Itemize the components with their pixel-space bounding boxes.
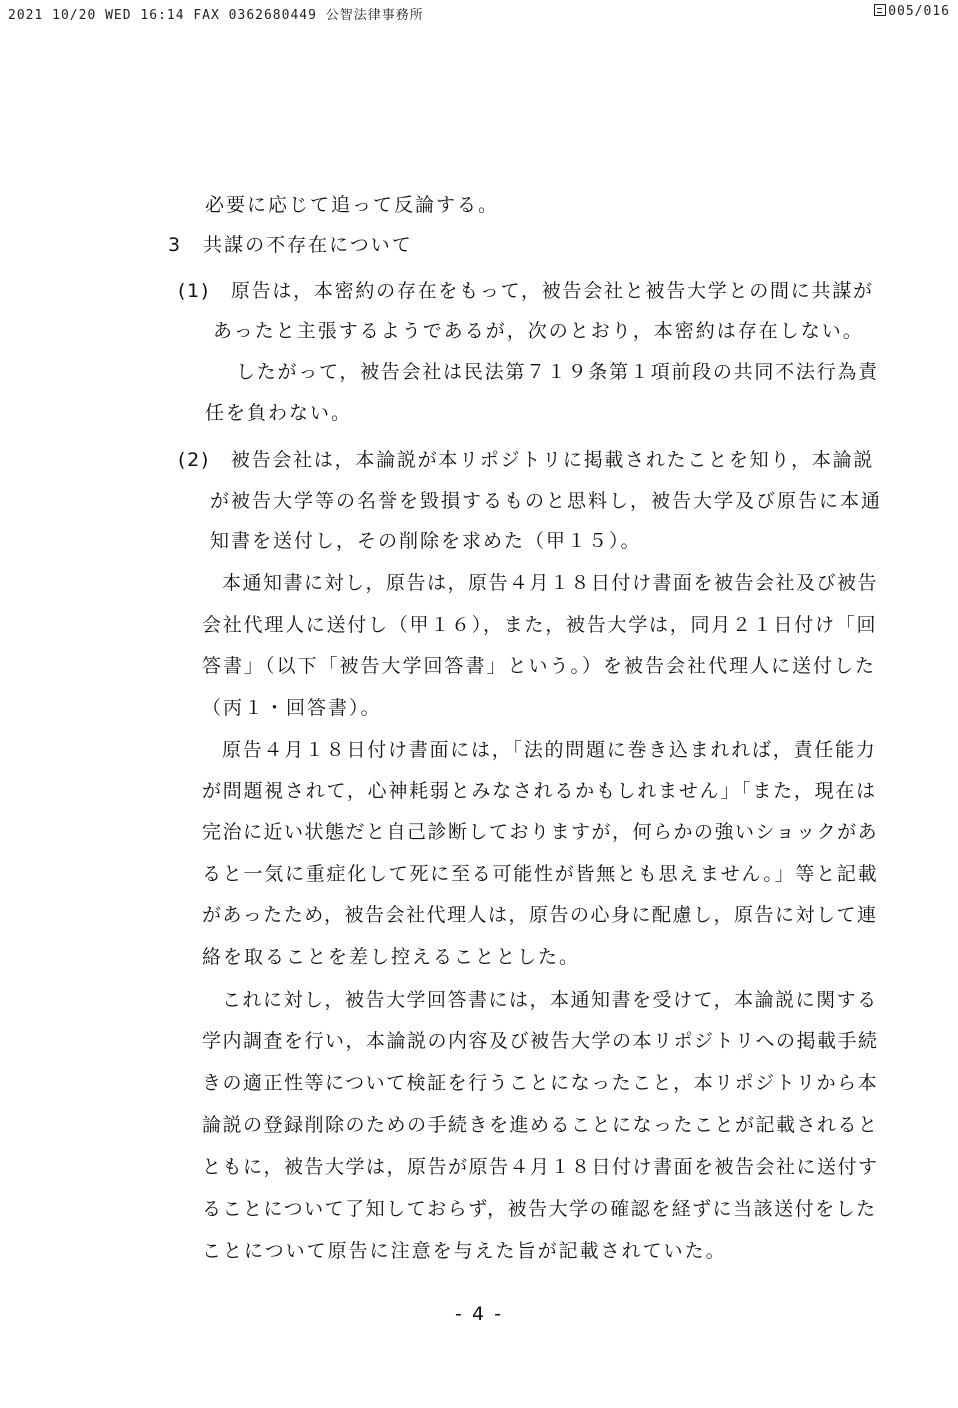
body-line: が被告大学等の名誉を毀損するものと思料し，被告大学及び原告に本通: [210, 490, 883, 512]
body-line: これに対し，被告大学回答書には，本通知書を受けて，本論説に関する: [222, 989, 878, 1011]
body-line: あったと主張するようであるが，次のとおり，本密約は存在しない。: [213, 320, 864, 342]
body-line: 必要に応じて追って反論する。: [205, 194, 500, 216]
page-number: - 4 -: [455, 1303, 503, 1325]
body-line: 絡を取ることを差し控えることとした。: [202, 946, 581, 968]
body-line: きの適正性等について検証を行うことになったこと，本リポジトリから本: [202, 1072, 879, 1094]
body-line: ともに，被告大学は，原告が原告４月１８日付け書面を被告会社に送付す: [202, 1156, 879, 1178]
body-line: (2) 被告会社は，本論説が本リポジトリに掲載されたことを知り，本論説: [178, 449, 875, 471]
body-line: 会社代理人に送付し（甲１６），また，被告大学は，同月２１日付け「回: [202, 614, 878, 636]
body-line: 学内調査を行い，本論説の内容及び被告大学の本リポジトリへの掲載手続: [202, 1030, 879, 1052]
body-line: 原告４月１８日付け書面には，「法的問題に巻き込まれれば，責任能力: [222, 739, 877, 761]
body-line: したがって，被告会社は民法第７１９条第１項前段の共同不法行為責: [236, 361, 879, 383]
fax-page-counter: [874, 4, 950, 19]
body-line: ことについて原告に注意を与えた旨が記載されていた。: [202, 1240, 727, 1262]
fax-icon: [874, 4, 886, 16]
body-line: が問題視されて，心神耗弱とみなされるかもしれません」「また，現在は: [202, 780, 877, 802]
body-line: があったため，被告会社代理人は，原告の心身に配慮し，原告に対して連: [202, 904, 878, 926]
body-line: 本通知書に対し，原告は，原告４月１８日付け書面を被告会社及び被告: [222, 572, 879, 594]
fax-page-counter-text: 005/016: [888, 4, 950, 19]
body-line: 完治に近い状態だと自己診断しておりますが，何らかの強いショックがあ: [202, 821, 879, 843]
section-heading: 3 共謀の不存在について: [168, 234, 413, 256]
body-line: 知書を送付し，その削除を求めた（甲１５）。: [210, 530, 642, 552]
body-line: (1) 原告は，本密約の存在をもって，被告会社と被告大学との間に共謀が: [178, 280, 874, 302]
fax-transmission-line: 2021 10/20 WED 16:14 FAX 0362680449 公智法律事務所: [8, 8, 424, 23]
body-line: 答書」（以下「被告大学回答書」という。）を被告会社代理人に送付した: [202, 655, 877, 677]
body-line: ることについて了知しておらず，被告大学の確認を経ずに当該送付をした: [202, 1198, 877, 1220]
fax-header: [8, 4, 950, 26]
body-line: （丙１・回答書）。: [202, 697, 382, 719]
body-line: ると一気に重症化して死に至る可能性が皆無とも思えません。」等と記載: [202, 863, 879, 885]
body-line: 任を負わない。: [205, 402, 353, 424]
body-line: 論説の登録削除のための手続きを進めることになったことが記載されると: [202, 1114, 879, 1136]
